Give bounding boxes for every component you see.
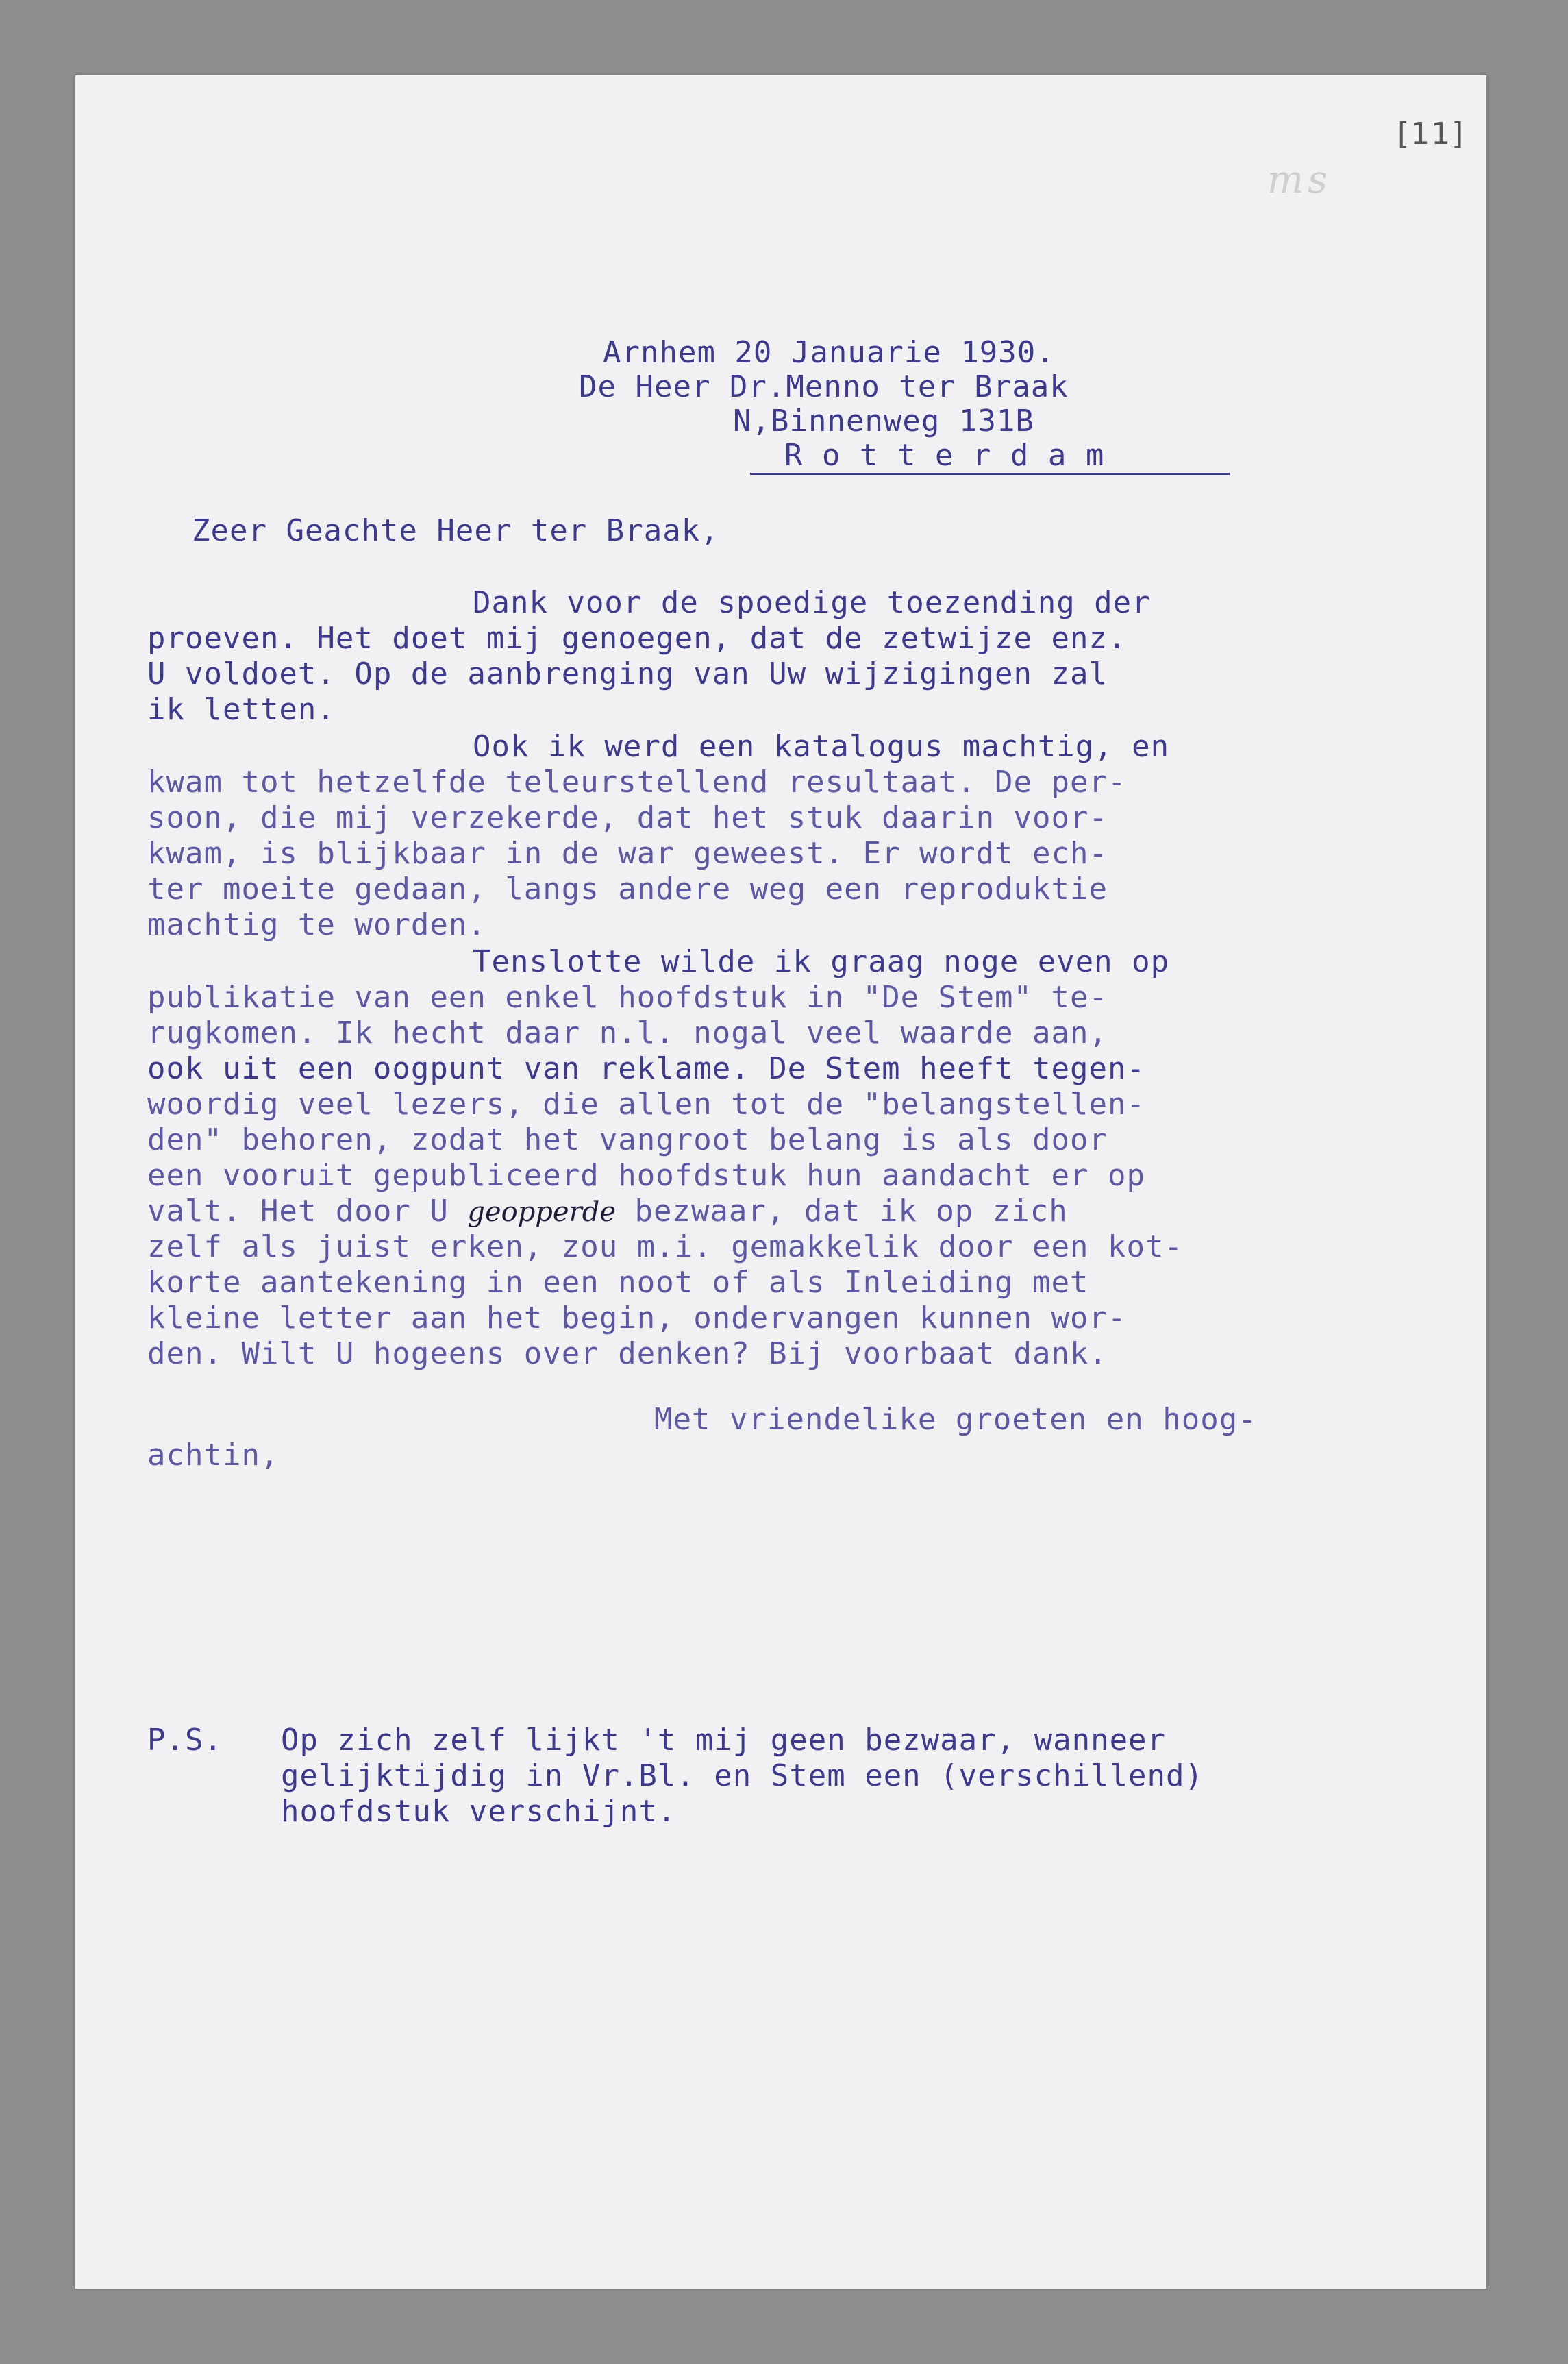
paragraph-3-line: korte aantekening in een noot of als Inleiding met <box>147 1265 1089 1300</box>
paragraph-3-line-with-insert <box>147 1194 1068 1229</box>
line-end: bezwaar, dat ik op zich <box>615 1194 1068 1229</box>
postscript-line: gelijktijdig in Vr.Bl. en Stem een (verschillend) <box>281 1758 1204 1793</box>
paragraph-2-line: Ook ik werd een katalogus machtig, en <box>473 729 1170 764</box>
paragraph-3-line: kleine letter aan het begin, ondervangen kunnen wor- <box>147 1301 1127 1335</box>
letter-sheet <box>75 75 1486 2289</box>
pencil-note: ms <box>1267 158 1332 202</box>
paragraph-3-line: den" behoren, zodat het vangroot belang is als door <box>147 1122 1108 1157</box>
paragraph-3-line: een vooruit gepubliceerd hoofdstuk hun aandacht er op <box>147 1158 1145 1193</box>
postscript-line: hoofdstuk verschijnt. <box>281 1794 677 1829</box>
paragraph-3-line: publikatie van een enkel hoofdstuk in "De Stem" te- <box>147 980 1108 1015</box>
paragraph-3-line: den. Wilt U hogeens over denken? Bij voorbaat dank. <box>147 1336 1108 1371</box>
street-address: N,Binnenweg 131B <box>733 404 1034 439</box>
postscript-label: P.S. <box>147 1723 223 1758</box>
paragraph-2-line: kwam tot hetzelfde teleurstellend resultaat. De per- <box>147 765 1127 800</box>
place-date: Arnhem 20 Januarie 1930. <box>603 335 1055 370</box>
paragraph-1-line: U voldoet. Op de aanbrenging van Uw wijzigingen zal <box>147 656 1108 691</box>
handwritten-correction: geopperde <box>467 1196 616 1228</box>
closing-line: achtin, <box>147 1438 279 1473</box>
paragraph-2-line: kwam, is blijkbaar in de war geweest. Er wordt ech- <box>147 836 1108 871</box>
paragraph-2-line: machtig te worden. <box>147 907 486 942</box>
city: R o t t e r d a m <box>784 438 1105 473</box>
postscript-line: Op zich zelf lijkt 't mij geen bezwaar, wanneer <box>281 1723 1167 1758</box>
paragraph-3-line: woordig veel lezers, die allen tot de "belangstellen- <box>147 1087 1145 1122</box>
addressee: De Heer Dr.Menno ter Braak <box>579 369 1069 404</box>
paragraph-3-line: Tenslotte wilde ik graag noge even op <box>473 944 1170 979</box>
paragraph-2-line: soon, die mij verzekerde, dat het stuk daarin voor- <box>147 800 1108 835</box>
paragraph-2-line: ter moeite gedaan, langs andere weg een reproduktie <box>147 872 1108 907</box>
salutation: Zeer Geachte Heer ter Braak, <box>192 513 719 548</box>
paragraph-3-line: zelf als juist erken, zou m.i. gemakkelik door een kot- <box>147 1229 1183 1264</box>
paragraph-1-line: Dank voor de spoedige toezending der <box>473 585 1151 620</box>
archive-number: [11] <box>1397 116 1465 151</box>
paragraph-1-line: proeven. Het doet mij genoegen, dat de zetwijze enz. <box>147 621 1127 656</box>
city-underline <box>750 473 1230 475</box>
closing-line: Met vriendelike groeten en hoog- <box>654 1402 1257 1437</box>
paragraph-3-line: rugkomen. Ik hecht daar n.l. nogal veel waarde aan, <box>147 1015 1108 1050</box>
paragraph-3-line: ook uit een oogpunt van reklame. De Stem heeft tegen- <box>147 1051 1145 1086</box>
paragraph-1-line: ik letten. <box>147 692 336 727</box>
line-start: valt. Het door U <box>147 1194 468 1229</box>
